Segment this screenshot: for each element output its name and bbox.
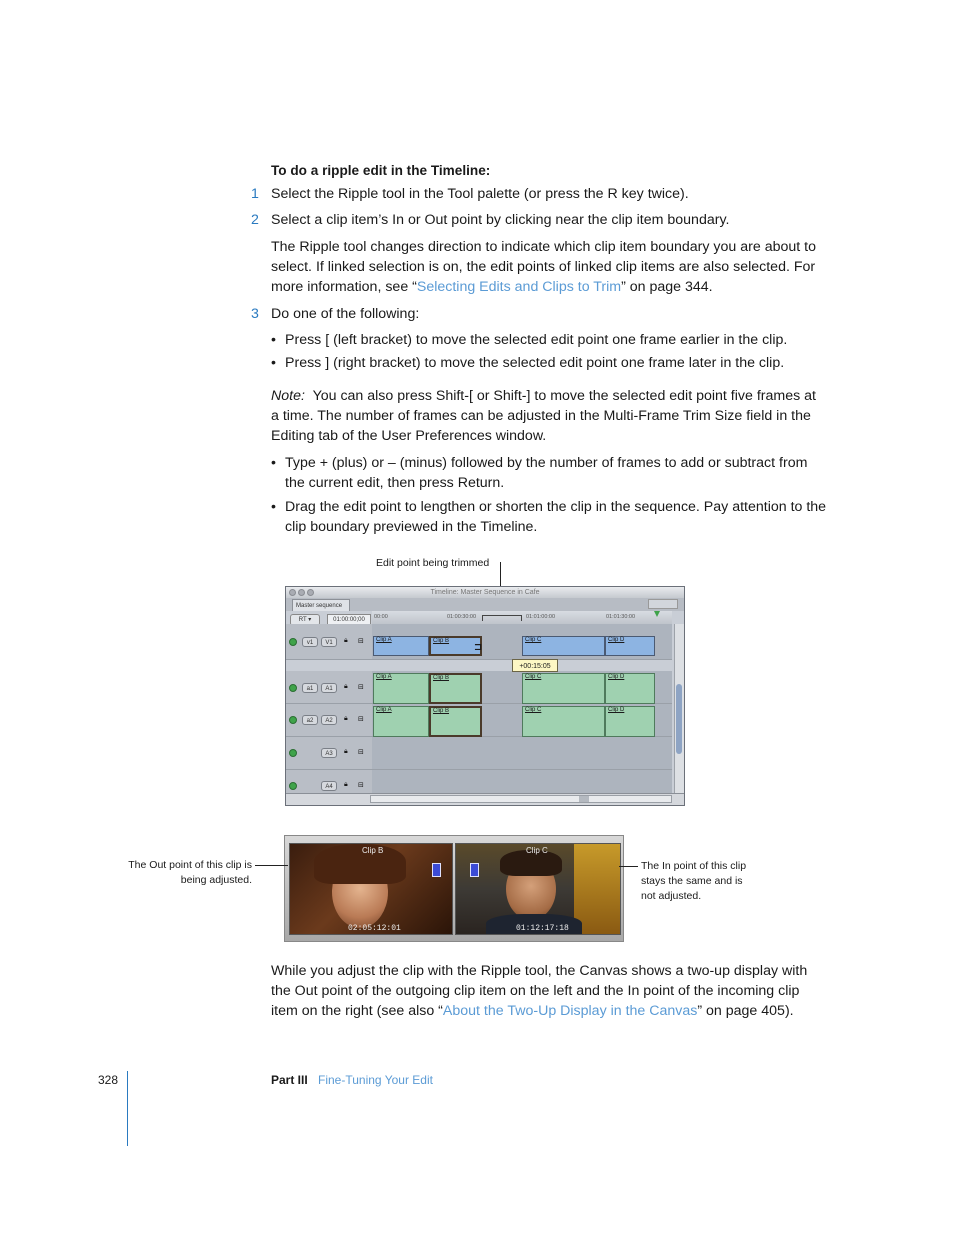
close-icon[interactable] — [289, 589, 296, 596]
lock-icon[interactable]: 🔒︎ — [344, 715, 348, 722]
step-1 — [251, 184, 259, 204]
lock-icon[interactable]: 🔒︎ — [344, 637, 348, 644]
track-header-v1 — [286, 624, 372, 660]
clip-item[interactable]: Clip D — [605, 706, 655, 737]
cross-reference-link[interactable]: Selecting Edits and Clips to Trim — [416, 279, 622, 295]
closing-paragraph — [271, 961, 826, 1021]
lock-icon[interactable]: 🔒︎ — [344, 781, 348, 788]
clip-item[interactable]: Clip D — [605, 673, 655, 704]
time-ruler[interactable] — [372, 611, 672, 624]
source-control[interactable]: a2 — [302, 715, 318, 725]
link-icon[interactable]: ⊟ — [358, 782, 364, 789]
rt-menu[interactable]: RT ▾ — [290, 614, 320, 626]
bullet-item: • Press ] (right bracket) to move the selected edit point one frame later in the clip. — [271, 355, 785, 371]
timecode-field[interactable]: 01:00:00;00 — [327, 614, 371, 626]
timeline-bottom-bar — [286, 793, 684, 805]
bullet-item: • Drag the edit point to lengthen or shorten the clip in the sequence. Pay attention to the clip boundary previewed in the Timeline. — [271, 499, 827, 535]
clip-item[interactable]: Clip A — [373, 636, 429, 656]
edit-point-callout: Edit point being trimmed — [376, 557, 490, 569]
destination-control[interactable]: A2 — [321, 715, 337, 725]
footer-rule — [127, 1071, 128, 1146]
bullet-icon: • — [271, 355, 276, 371]
clip-item[interactable]: Clip A — [373, 706, 429, 737]
track-visibility-icon[interactable] — [289, 638, 297, 646]
track-header-a1 — [286, 671, 372, 704]
footer-part: Part III — [271, 1073, 308, 1087]
bullet-item: • Press [ (left bracket) to move the selected edit point one frame earlier in the clip. — [271, 332, 788, 348]
source-control[interactable]: a1 — [302, 683, 318, 693]
tab-master-sequence[interactable]: Master sequence — [292, 599, 350, 611]
timeline-window — [285, 586, 685, 806]
bullet-icon: • — [271, 499, 276, 515]
callout-line — [619, 866, 638, 867]
minimize-icon[interactable] — [298, 589, 305, 596]
hair-image — [314, 844, 406, 884]
link-icon[interactable]: ⊟ — [358, 638, 364, 645]
step-3 — [251, 304, 259, 324]
out-point-marker-icon — [432, 863, 441, 877]
bullet-icon: • — [271, 455, 276, 471]
destination-control[interactable]: A3 — [321, 748, 337, 758]
track-a3 — [372, 737, 672, 770]
step-2-paragraph — [271, 237, 826, 297]
source-control[interactable]: v1 — [302, 637, 318, 647]
destination-control[interactable]: A4 — [321, 781, 337, 791]
step-number: 2 — [251, 212, 259, 228]
procedure-heading: To do a ripple edit in the Timeline: — [271, 163, 491, 178]
note-paragraph — [271, 386, 826, 446]
page-number: 328 — [98, 1073, 119, 1087]
scroll-thumb[interactable] — [676, 684, 682, 754]
frame-clip-label: Clip B — [362, 846, 384, 855]
frame-clip-label: Clip C — [526, 846, 548, 855]
vertical-scrollbar[interactable] — [674, 624, 684, 796]
ripple-duration-tooltip: +00:15:05 — [512, 659, 558, 672]
outgoing-clip-frame — [289, 843, 453, 935]
ruler-timecode: 01:01:00:00 — [526, 614, 556, 620]
callout-line — [255, 865, 288, 866]
edit-bracket — [482, 615, 522, 621]
audible-icon[interactable] — [289, 684, 297, 692]
clip-item[interactable]: Clip B — [429, 636, 482, 656]
clip-item[interactable]: Clip A — [373, 673, 429, 704]
incoming-clip-frame — [455, 843, 621, 935]
clip-item[interactable]: Clip B — [429, 706, 482, 737]
track-v1 — [372, 624, 672, 660]
track-header-a3 — [286, 737, 372, 770]
footer-chapter-link[interactable]: Fine-Tuning Your Edit — [318, 1073, 433, 1087]
step-2-text: Select a clip item’s In or Out point by clicking near the clip item boundary. — [271, 212, 730, 228]
destination-control[interactable]: V1 — [321, 637, 337, 647]
ruler-timecode: 01:00:30:00 — [447, 614, 477, 620]
note-label: Note: — [271, 388, 305, 404]
paragraph-text: ” on page 344. — [621, 279, 713, 295]
cross-reference-link[interactable]: About the Two-Up Display in the Canvas — [442, 1003, 698, 1019]
note-text: You can also press Shift-[ or Shift-] to move the selected edit point five frames at a time. The number of frames can be adjusted in the Multi-Frame Trim Size field in the Editing tab of the User Preferences window. — [271, 388, 816, 444]
zoom-slider-thumb[interactable] — [579, 796, 589, 802]
lock-icon[interactable]: 🔒︎ — [344, 748, 348, 755]
track-a1 — [372, 671, 672, 704]
clip-item[interactable]: Clip B — [429, 673, 482, 704]
window-title: Timeline: Master Sequence in Cafe — [286, 587, 684, 598]
clip-item[interactable]: Clip D — [605, 636, 655, 656]
lock-icon[interactable]: 🔒︎ — [344, 683, 348, 690]
zoom-icon[interactable] — [307, 589, 314, 596]
step-1-text: Select the Ripple tool in the Tool palette (or press the R key twice). — [271, 186, 689, 202]
step-number: 3 — [251, 306, 259, 322]
paragraph-text: ” on page 405). — [697, 1003, 794, 1019]
paragraph-text: The Ripple tool changes direction to indicate which clip item boundary you are about to select. If linked selection is on, the edit points of linked clip items are also selected. For more information, see “ — [271, 239, 816, 295]
track-header-a2 — [286, 704, 372, 737]
link-icon[interactable]: ⊟ — [358, 749, 364, 756]
bullet-item: • Type + (plus) or – (minus) followed by the number of frames to add or subtract from the current edit, then press Return. — [271, 455, 808, 491]
link-icon[interactable]: ⊟ — [358, 716, 364, 723]
in-point-callout: The In point of this clip stays the same and is not adjusted. — [641, 860, 747, 902]
playhead-icon — [654, 611, 660, 617]
ripple-tool-cursor-icon: ⊐ — [474, 642, 483, 653]
step-number: 1 — [251, 186, 259, 202]
destination-control[interactable]: A1 — [321, 683, 337, 693]
paragraph-text: While you adjust the clip with the Ripple tool, the Canvas shows a two-up display with the Out point of the outgoing clip item on the left and the In point of the incoming clip item on the right (see also “ — [271, 963, 808, 1019]
frame-timecode: 01:12:17:18 — [516, 924, 569, 933]
zoom-slider[interactable] — [370, 795, 672, 803]
audible-icon[interactable] — [289, 716, 297, 724]
link-icon[interactable]: ⊟ — [358, 684, 364, 691]
bullet-icon: • — [271, 332, 276, 348]
ruler-timecode: 01:01:30:00 — [606, 614, 636, 620]
canvas-two-up-display — [284, 835, 624, 942]
clip-item[interactable]: Clip C — [522, 673, 605, 704]
in-point-marker-icon — [470, 863, 479, 877]
audible-icon[interactable] — [289, 749, 297, 757]
ruler-timecode: 00:00 — [374, 614, 388, 620]
clip-item[interactable]: Clip C — [522, 636, 605, 656]
step-3-text: Do one of the following: — [271, 306, 420, 322]
clip-item[interactable]: Clip C — [522, 706, 605, 737]
timeline-options-button[interactable] — [648, 599, 678, 609]
out-point-callout: The Out point of this clip is being adjusted. — [128, 859, 252, 886]
frame-timecode: 02:05:12:01 — [348, 924, 401, 933]
track-a2 — [372, 704, 672, 737]
audible-icon[interactable] — [289, 782, 297, 790]
step-2 — [251, 210, 259, 230]
tab-bar — [286, 598, 684, 611]
